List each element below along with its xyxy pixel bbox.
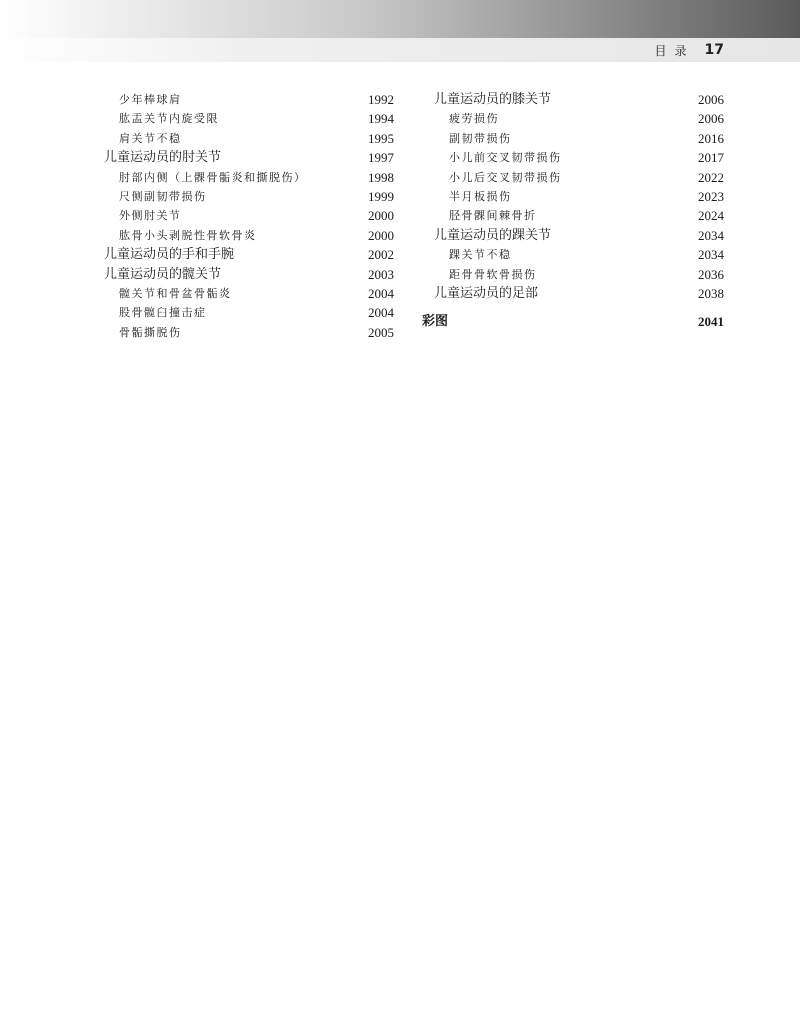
toc-entry-title: 股骨髋臼撞击症 [119,306,207,320]
toc-entry[interactable] [422,129,724,148]
toc-entry[interactable] [104,206,394,225]
toc-entry-title: 半月板损伤 [449,189,512,203]
toc-entry-page: 2000 [368,208,394,224]
toc-entry-title: 疲劳损伤 [449,112,499,126]
toc-entry[interactable] [104,109,394,128]
toc-entry-page: 1998 [368,169,394,185]
toc-column-right [422,90,724,335]
toc-entry-page: 2005 [368,324,394,340]
toc-entry-title: 胫骨髁间棘骨折 [449,209,537,223]
toc-entry-page: 2023 [698,188,724,204]
toc-entry-page: 2003 [368,266,394,282]
toc-entry[interactable] [422,206,724,225]
toc-entry-page: 1994 [368,111,394,127]
toc-entry-page: 1997 [368,150,394,166]
toc-entry[interactable] [422,265,724,284]
toc-entry-title: 肱盂关节内旋受限 [119,112,219,126]
toc-entry-page: 2038 [698,285,724,301]
toc-entry-page: 2006 [698,111,724,127]
toc-entry[interactable] [104,265,394,284]
toc-entry-title: 肘部内侧（上髁骨骺炎和撕脱伤） [119,170,307,184]
toc-entry-page: 2002 [368,247,394,263]
toc-entry[interactable] [104,148,394,167]
toc-entry-page: 2017 [698,150,724,166]
toc-entry-title: 骨骺撕脱伤 [119,325,182,339]
toc-entry[interactable] [104,303,394,322]
toc-entry-title: 踝关节不稳 [449,248,512,262]
toc-entry[interactable] [422,148,724,167]
toc-entry[interactable] [104,168,394,187]
toc-entry[interactable] [104,226,394,245]
toc-entry[interactable] [422,226,724,245]
toc-entry-title: 外侧肘关节 [119,209,182,223]
toc-entry-page: 2016 [698,130,724,146]
toc-entry[interactable] [422,109,724,128]
header-gradient-bar [0,0,800,38]
toc-entry[interactable] [104,129,394,148]
toc-entry-page: 1999 [368,188,394,204]
toc-entry-page: 2000 [368,227,394,243]
toc-entry-title: 儿童运动员的足部 [434,285,539,301]
toc-entry-title: 髋关节和骨盆骨骺炎 [119,286,232,300]
toc-entry[interactable] [422,168,724,187]
toc-entry-page: 1992 [368,92,394,107]
toc-entry-page: 2006 [698,92,724,107]
page-number: 17 [704,42,724,58]
toc-entry-title: 距骨骨软骨损伤 [449,267,537,281]
toc-entry[interactable] [104,323,394,342]
toc-entry-page: 2034 [698,227,724,243]
toc-entry[interactable] [422,245,724,264]
toc-entry-title: 儿童运动员的踝关节 [434,227,552,243]
toc-entry-page: 2036 [698,266,724,282]
toc-column-left [104,90,394,342]
toc-entry[interactable] [104,284,394,303]
toc-entry-title: 小儿前交叉韧带损伤 [449,151,562,165]
toc-entry-title: 少年棒球肩 [119,93,182,106]
toc-entry-title: 彩图 [422,314,449,330]
toc-entry-title: 儿童运动员的肘关节 [104,150,222,166]
toc-entry-title: 尺侧副韧带损伤 [119,189,207,203]
toc-entry-title: 副韧带损伤 [449,131,512,145]
toc-entry[interactable] [104,245,394,264]
toc-entry[interactable] [104,187,394,206]
running-head [655,38,725,62]
section-name: 目录 [654,43,695,58]
toc-entry-title: 儿童运动员的髋关节 [104,266,222,282]
toc-entry-page: 2004 [368,285,394,301]
toc-entry-title: 肩关节不稳 [119,131,182,145]
toc-entry-page: 1995 [368,130,394,146]
toc-entry-page: 2004 [368,305,394,321]
toc-entry[interactable] [104,90,394,109]
toc-entry[interactable] [422,284,724,303]
toc-entry-page: 2034 [698,247,724,263]
toc-entry[interactable] [422,187,724,206]
toc-entry-page: 2024 [698,208,724,224]
toc-entry-page: 2041 [698,314,724,330]
toc-entry[interactable] [422,309,724,335]
toc-entry-title: 肱骨小头剥脱性骨软骨炎 [119,228,257,242]
toc-entry-title: 儿童运动员的膝关节 [434,92,552,107]
toc-entry[interactable] [422,90,724,109]
toc-entry-page: 2022 [698,169,724,185]
toc-entry-title: 儿童运动员的手和手腕 [104,247,235,263]
toc-entry-title: 小儿后交叉韧带损伤 [449,170,562,184]
